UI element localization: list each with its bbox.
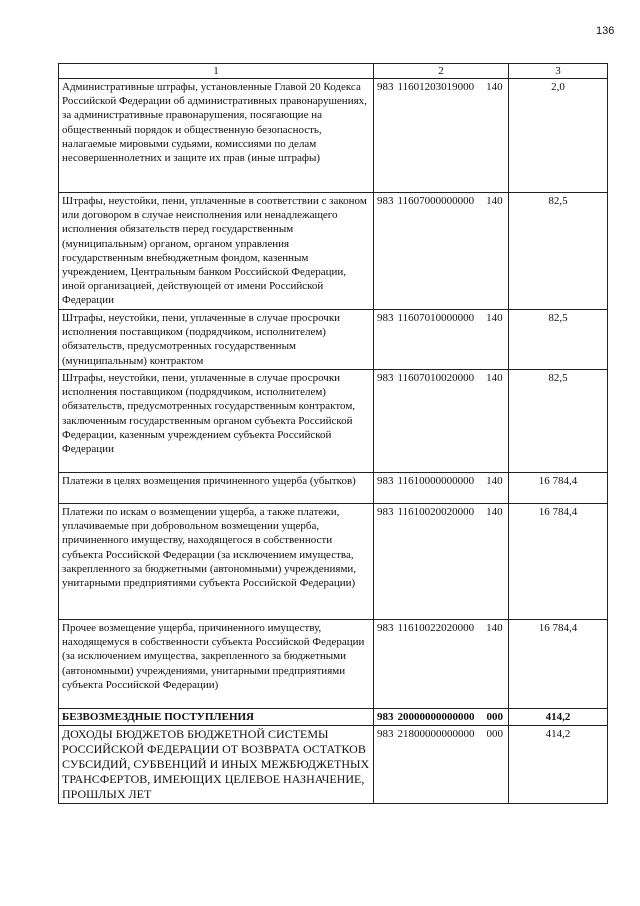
row-budget-code (374, 709, 509, 726)
column-header-2: 2 (374, 64, 509, 79)
row-amount: 16 784,4 (509, 620, 608, 709)
row-description: Административные штрафы, установленные Главой 20 Кодекса Российской Федерации об административных правонарушениях, за административные правонарушения, посягающие на общественный порядок и общественную безопасность, налагаемые мировыми судьями, комиссиями по делам несовершеннолетних и защите их прав (иные штрафы) (59, 79, 374, 193)
admin-code: 983 (377, 728, 394, 741)
table-row (59, 504, 608, 620)
kbk-code: 11610022020000 (397, 622, 475, 634)
kbk-code: 11601203019000 (397, 81, 475, 93)
table-row (59, 370, 608, 473)
table-row (59, 726, 608, 804)
subtype-code: 000 (486, 711, 503, 723)
subtype-code: 140 (486, 372, 503, 384)
admin-code: 983 (377, 312, 394, 324)
kbk-code: 11610020020000 (397, 506, 475, 518)
subtype-code: 140 (486, 312, 503, 324)
admin-code: 983 (377, 372, 394, 384)
table-row (59, 620, 608, 709)
table-row (59, 310, 608, 370)
column-header-3: 3 (509, 64, 608, 79)
row-amount: 82,5 (509, 193, 608, 310)
kbk-code: 11607010020000 (397, 372, 475, 384)
row-amount: 414,2 (509, 726, 608, 804)
page-number: 136 (596, 25, 615, 37)
row-amount: 16 784,4 (509, 473, 608, 504)
subtype-code: 140 (486, 81, 503, 93)
admin-code: 983 (377, 622, 394, 634)
kbk-code: 11610000000000 (397, 475, 475, 487)
row-amount: 16 784,4 (509, 504, 608, 620)
table-row (59, 473, 608, 504)
row-description: Штрафы, неустойки, пени, уплаченные в соответствии с законом или договором в случае неисполнения или ненадлежащего исполнения обязательств перед государственным (муниципальным) органом, органом управления государственным внебюджетным фондом, казенным учреждением, Центральным банком Российской Федерации, иной организацией, действующей от имени Российской Федерации (59, 193, 374, 310)
kbk-code: 20000000000000 (397, 711, 475, 723)
row-budget-code (374, 310, 509, 370)
table-row (59, 79, 608, 193)
admin-code: 983 (377, 711, 394, 723)
row-description: Штрафы, неустойки, пени, уплаченные в случае просрочки исполнения поставщиком (подрядчиком, исполнителем) обязательств, предусмотренных государственным контрактом, заключенным государственным органом субъекта Российской Федерации, казенным учреждением субъекта Российской Федерации (59, 370, 374, 473)
subtype-code: 140 (486, 622, 503, 634)
row-amount: 414,2 (509, 709, 608, 726)
budget-revenue-table (58, 63, 608, 804)
row-description: БЕЗВОЗМЕЗДНЫЕ ПОСТУПЛЕНИЯ (59, 709, 374, 726)
row-description: Прочее возмещение ущерба, причиненного имуществу, находящемуся в собственности субъекта Российской Федерации (за исключением имущества, закрепленного за бюджетными (автономными) учреждениями, унитарными предприятиями субъекта Российской Федерации) (59, 620, 374, 709)
column-header-1: 1 (59, 64, 374, 79)
admin-code: 983 (377, 475, 394, 487)
table-row (59, 193, 608, 310)
row-budget-code (374, 620, 509, 709)
row-description: Платежи по искам о возмещении ущерба, а также платежи, уплачиваемые при добровольном возмещении ущерба, причиненного имуществу, находящегося в собственности субъекта Российской Федерации (за исключением имущества, закрепленного за бюджетными (автономными) учреждениями, унитарными предприятиями субъекта Российской Федерации) (59, 504, 374, 620)
row-budget-code (374, 370, 509, 473)
kbk-code: 11607000000000 (397, 195, 475, 207)
row-amount: 82,5 (509, 370, 608, 473)
subtype-code: 140 (486, 506, 503, 518)
admin-code: 983 (377, 81, 394, 93)
table-header-row (59, 64, 608, 79)
row-budget-code (374, 79, 509, 193)
subtype-code: 140 (486, 475, 503, 487)
row-budget-code (374, 726, 509, 804)
table-row-section-total (59, 709, 608, 726)
row-description: Платежи в целях возмещения причиненного ущерба (убытков) (59, 473, 374, 504)
row-description: Штрафы, неустойки, пени, уплаченные в случае просрочки исполнения поставщиком (подрядчиком, исполнителем) обязательств, предусмотренных государственным (муниципальным) контрактом (59, 310, 374, 370)
kbk-code: 21800000000000 (397, 728, 475, 741)
subtype-code: 000 (486, 728, 503, 741)
row-amount: 2,0 (509, 79, 608, 193)
admin-code: 983 (377, 506, 394, 518)
row-amount: 82,5 (509, 310, 608, 370)
kbk-code: 11607010000000 (397, 312, 475, 324)
row-budget-code (374, 504, 509, 620)
row-budget-code (374, 473, 509, 504)
row-budget-code (374, 193, 509, 310)
admin-code: 983 (377, 195, 394, 207)
subtype-code: 140 (486, 195, 503, 207)
row-description: ДОХОДЫ БЮДЖЕТОВ БЮДЖЕТНОЙ СИСТЕМЫ РОССИЙСКОЙ ФЕДЕРАЦИИ ОТ ВОЗВРАТА ОСТАТКОВ СУБСИДИЙ, СУБВЕНЦИЙ И ИНЫХ МЕЖБЮДЖЕТНЫХ ТРАНСФЕРТОВ, ИМЕЮЩИХ ЦЕЛЕВОЕ НАЗНАЧЕНИЕ, ПРОШЛЫХ ЛЕТ (59, 726, 374, 804)
